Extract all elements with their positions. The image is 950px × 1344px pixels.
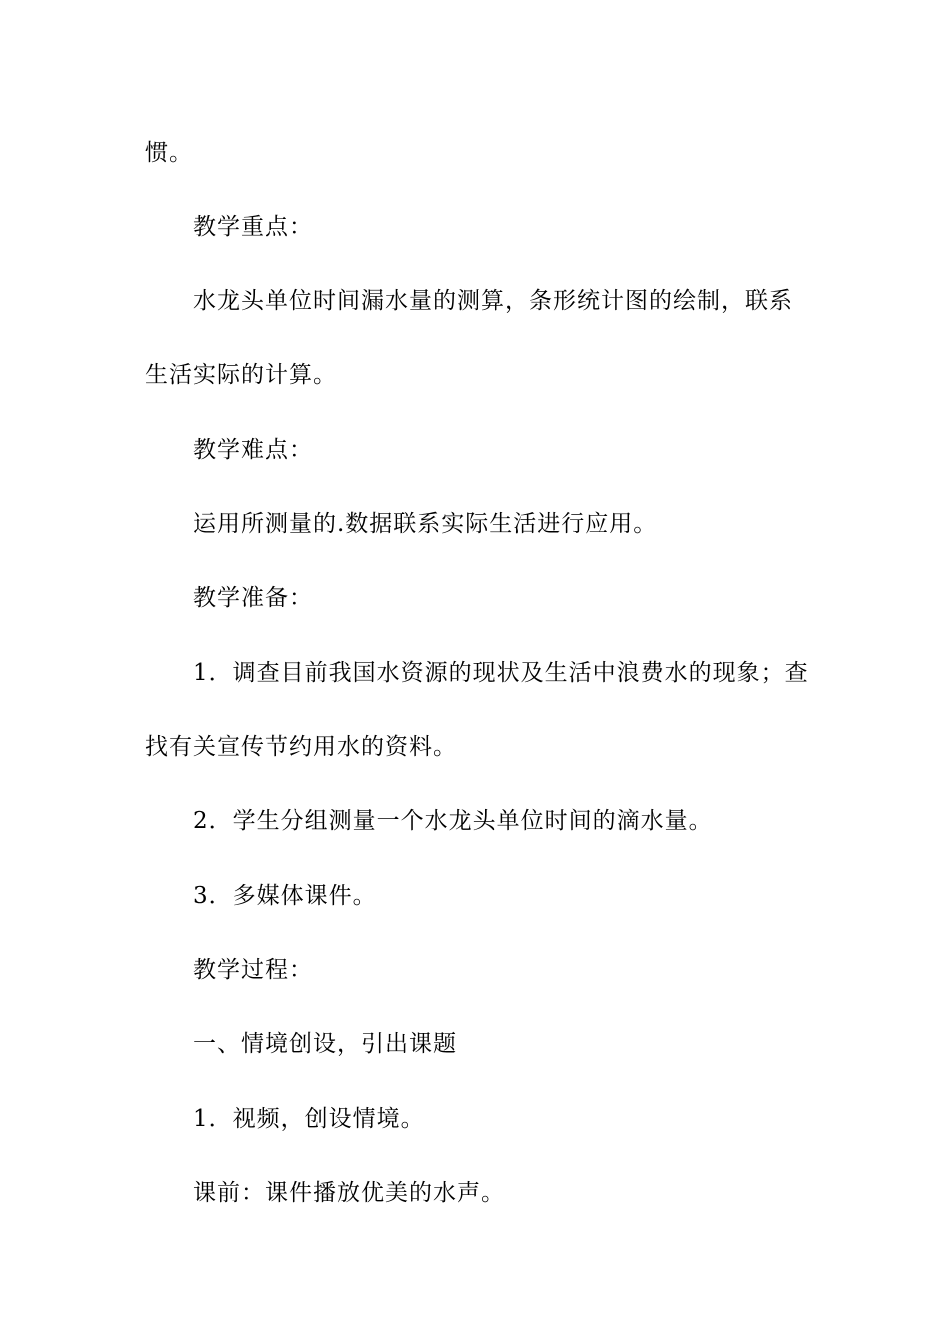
heading-teaching-preparation: 教学准备： <box>193 585 313 611</box>
heading-teaching-focus: 教学重点： <box>193 214 313 240</box>
subsection-1: 1．视频，创设情境。 <box>193 1106 425 1132</box>
list-item-2: 2．学生分组测量一个水龙头单位时间的滴水量。 <box>193 808 713 834</box>
paragraph-before-class: 课前：课件播放优美的水声。 <box>193 1180 505 1206</box>
heading-teaching-difficulty: 教学难点： <box>193 437 313 463</box>
heading-teaching-process: 教学过程： <box>193 957 313 983</box>
paragraph-difficulty: 运用所测量的.数据联系实际生活进行应用。 <box>193 511 658 537</box>
list-item-3: 3．多媒体课件。 <box>193 883 377 909</box>
paragraph-focus-line2: 生活实际的计算。 <box>145 362 337 388</box>
section-heading-1: 一、情境创设，引出课题 <box>193 1031 457 1057</box>
list-item-1-line2: 找有关宣传节约用水的资料。 <box>145 734 457 760</box>
paragraph-focus-line1: 水龙头单位时间漏水量的测算，条形统计图的绘制，联系 <box>193 288 793 314</box>
paragraph-continuation: 惯。 <box>145 140 193 166</box>
list-item-1-line1: 1．调查目前我国水资源的现状及生活中浪费水的现象；查 <box>193 660 809 686</box>
